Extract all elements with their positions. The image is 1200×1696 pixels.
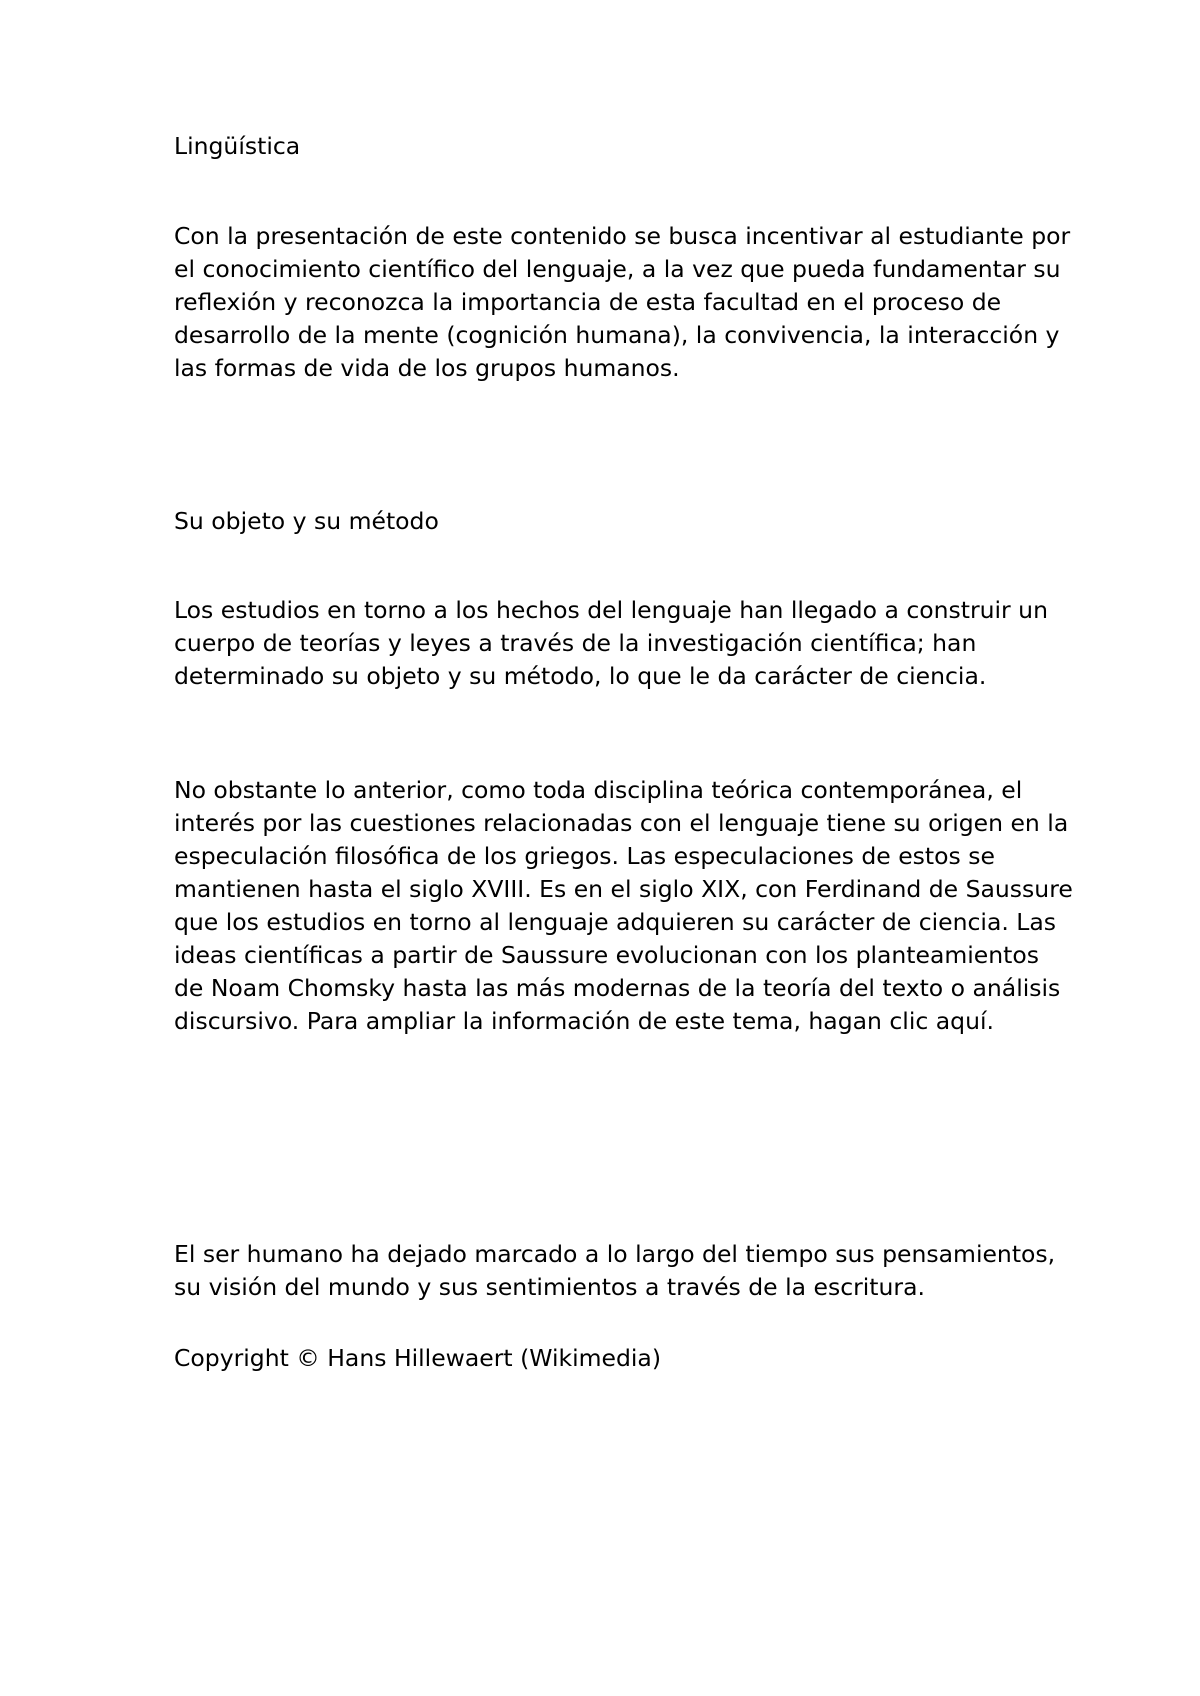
- document-title: Lingüística: [174, 132, 301, 160]
- body-paragraph-2: [174, 774, 1074, 1038]
- body-paragraph-1: Los estudios en torno a los hechos del lenguaje han llegado a construir un cuerpo de teorías y leyes a través de la investigación científica; han determinado su objeto y su método, lo que le da carácter de ciencia.: [174, 596, 1048, 690]
- more-info-link[interactable]: aquí: [935, 1007, 987, 1035]
- image-caption: El ser humano ha dejado marcado a lo largo del tiempo sus pensamientos, su visión del mundo y sus sentimientos a través de la escritura.: [174, 1240, 1056, 1301]
- intro-paragraph: Con la presentación de este contenido se busca incentivar al estudiante por el conocimiento científico del lenguaje, a la vez que pueda fundamentar su reflexión y reconozca la importancia de esta facultad en el proceso de desarrollo de la mente (cognición humana), la convivencia, la interacción y las formas de vida de los grupos humanos.: [174, 222, 1071, 382]
- body-paragraph-2-end: .: [986, 1007, 994, 1035]
- body-paragraph-2-text: No obstante lo anterior, como toda disciplina teórica contemporánea, el interés por las cuestiones relacionadas con el lenguaje tiene su origen en la especulación filosófica de los griegos. Las especulaciones de estos se mantienen hasta el siglo XVIII. Es en el siglo XIX, con Ferdinand de Saussure que los estudios en torno al lenguaje adquieren su carácter de ciencia. Las ideas científicas a partir de Saussure evolucionan con los planteamientos de Noam Chomsky hasta las más modernas de la teoría del texto o análisis discursivo. Para ampliar la información de este tema, hagan clic: [174, 776, 1073, 1035]
- section-title: Su objeto y su método: [174, 507, 439, 535]
- copyright-notice: Copyright © Hans Hillewaert (Wikimedia): [174, 1344, 662, 1372]
